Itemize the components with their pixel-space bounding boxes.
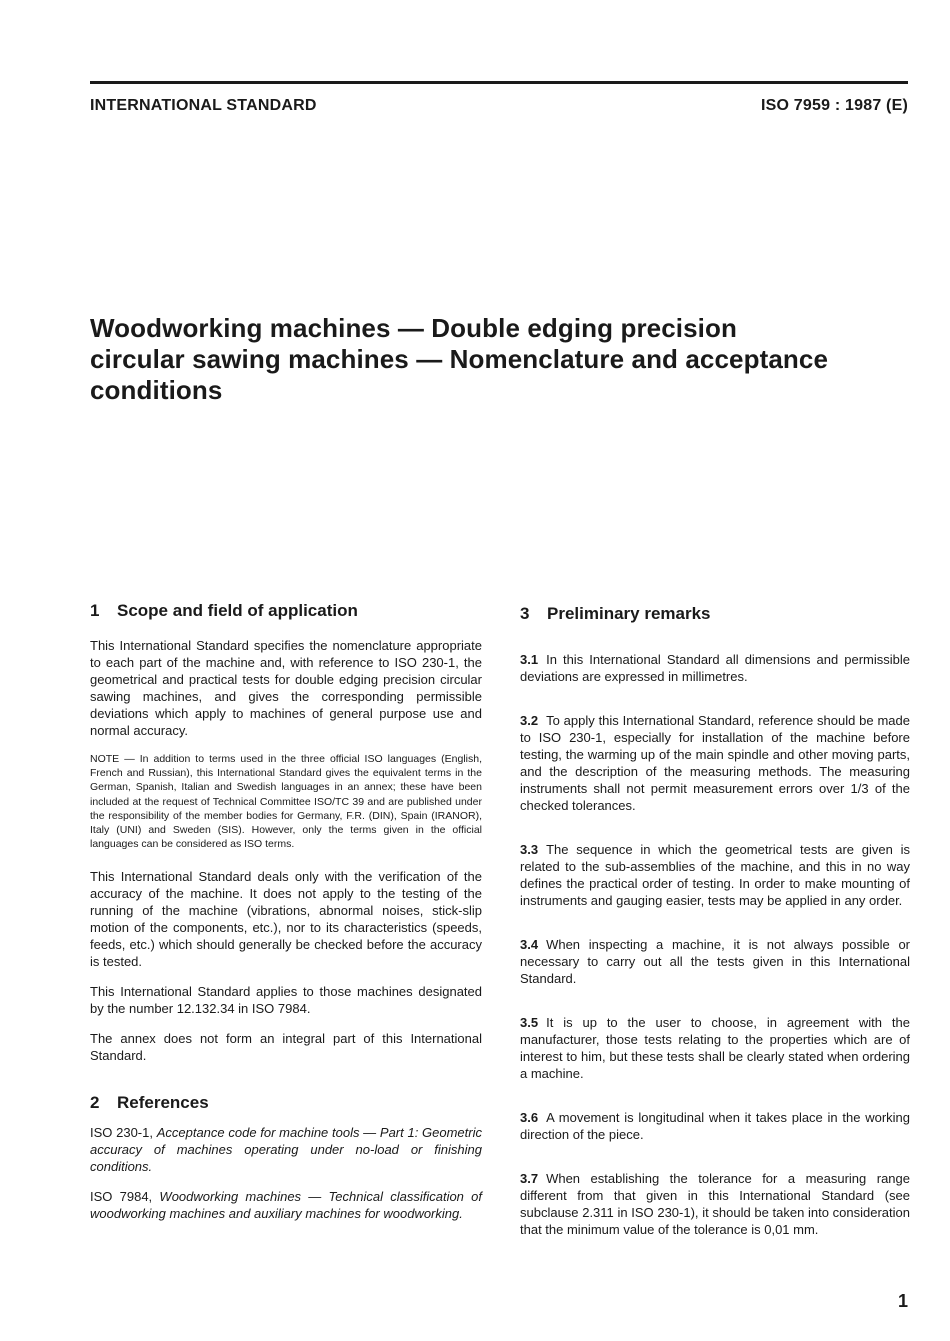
remark-text: When inspecting a machine, it is not always possible or necessary to carry out all the tests given in this International Standard. [520, 937, 910, 986]
section-2-number: 2 [90, 1093, 100, 1113]
section-3-title: Preliminary remarks [547, 604, 711, 623]
right-column [520, 603, 910, 1238]
remark-3-2 [520, 712, 910, 814]
section-1-heading [90, 600, 482, 622]
remark-text: The sequence in which the geometrical tests are given is related to the sub-assemblies of the machine, and this in no way defines the practical order of testing. In order to make mounting of instruments and gauging easier, tests may be applied in any order. [520, 842, 910, 908]
document-reference: ISO 7959 : 1987 (E) [761, 97, 908, 114]
document-title [90, 313, 920, 406]
section-2-heading [90, 1092, 482, 1114]
scope-note: NOTE — In addition to terms used in the three official ISO languages (English, French and Russian), this International Standard gives the equivalent terms in the German, Spanish, Italian and Swedish languages in an annex; these have been included at the request of Technical Committee ISO/TC 39 and are published under the responsibility of the member bodies for Germany, F.R. (DIN), Spain (IRANOR), Italy (UNI) and Sweden (SIS). However, only the terms given in the official languages can be considered as ISO terms. [90, 753, 482, 851]
remark-number: 3.5 [520, 1015, 539, 1030]
reference-2-title: Woodworking machines — Technical classification of woodworking machines and auxiliary machines for woodworking. [90, 1189, 482, 1222]
remark-text: A movement is longitudinal when it takes place in the working direction of the piece. [520, 1110, 910, 1142]
scope-paragraph-3: This International Standard applies to those machines designated by the number 12.132.34 in ISO 7984. [90, 984, 482, 1017]
section-1-number: 1 [90, 601, 100, 620]
remark-3-3 [520, 841, 910, 909]
remark-3-4 [520, 936, 910, 987]
scope-paragraph-1: This International Standard specifies the nomenclature appropriate to each part of the machine and, with reference to ISO 230-1, the geometrical and practical tests for double edging precision circular sawing machines, and gives the corresponding permissible deviations which apply to machines of general purpose use and normal accuracy. [90, 638, 482, 738]
reference-2 [90, 1188, 482, 1222]
remark-text: When establishing the tolerance for a measuring range different from that given in this International Standard (see subclause 2.311 in ISO 230-1), it should be taken into consideration that the minimum value of the tolerance is 0,01 mm. [520, 1171, 910, 1237]
reference-2-code: ISO 7984, [90, 1189, 153, 1205]
document-type: INTERNATIONAL STANDARD [90, 97, 317, 114]
remark-3-1 [520, 651, 910, 685]
section-1-title: Scope and field of application [117, 601, 358, 620]
title-line-3: conditions [90, 375, 223, 405]
title-line-1: Woodworking machines — Double edging precision [90, 313, 737, 343]
title-line-2: circular sawing machines — Nomenclature and acceptance [90, 344, 829, 374]
page-number: 1 [897, 1291, 908, 1311]
remark-number: 3.4 [520, 937, 539, 952]
scope-paragraph-4: The annex does not form an integral part of this International Standard. [90, 1031, 482, 1064]
reference-1 [90, 1124, 482, 1175]
reference-1-code: ISO 230-1, [90, 1125, 153, 1141]
section-3-heading [520, 603, 910, 625]
section-2-title: References [117, 1093, 209, 1113]
left-column [90, 600, 482, 1222]
remark-3-5 [520, 1014, 910, 1082]
remark-3-6 [520, 1109, 910, 1143]
header-rule [90, 81, 908, 84]
scope-paragraph-2: This International Standard deals only with the verification of the accuracy of the machine. It does not apply to the testing of the running of the machine (vibrations, abnormal noises, stick-slip motion of the components, etc.), nor to its characteristics (speeds, feeds, etc.) which should generally be checked before the accuracy is tested. [90, 869, 482, 970]
remark-3-7 [520, 1170, 910, 1238]
remark-number: 3.6 [520, 1110, 539, 1125]
remark-number: 3.1 [520, 652, 539, 667]
remark-number: 3.3 [520, 842, 539, 857]
remark-text: To apply this International Standard, reference should be made to ISO 230-1, especially for installation of the machine before testing, the warming up of the main spindle and other moving parts, and the description of the measuring methods. The measuring instruments shall not permit measurement errors over 1/3 of the checked tolerances. [520, 713, 910, 813]
remark-number: 3.2 [520, 713, 539, 728]
remark-text: In this International Standard all dimensions and permissible deviations are expressed in millimetres. [520, 652, 910, 684]
remark-number: 3.7 [520, 1171, 539, 1186]
remark-text: It is up to the user to choose, in agreement with the manufacturer, those tests relating to the properties which are of interest to him, but these tests shall be clearly stated when ordering a machine. [520, 1015, 910, 1081]
section-3-number: 3 [520, 604, 530, 623]
reference-1-title: Acceptance code for machine tools — Part 1: Geometric accuracy of machines operating under no-load or finishing conditions. [90, 1125, 482, 1175]
